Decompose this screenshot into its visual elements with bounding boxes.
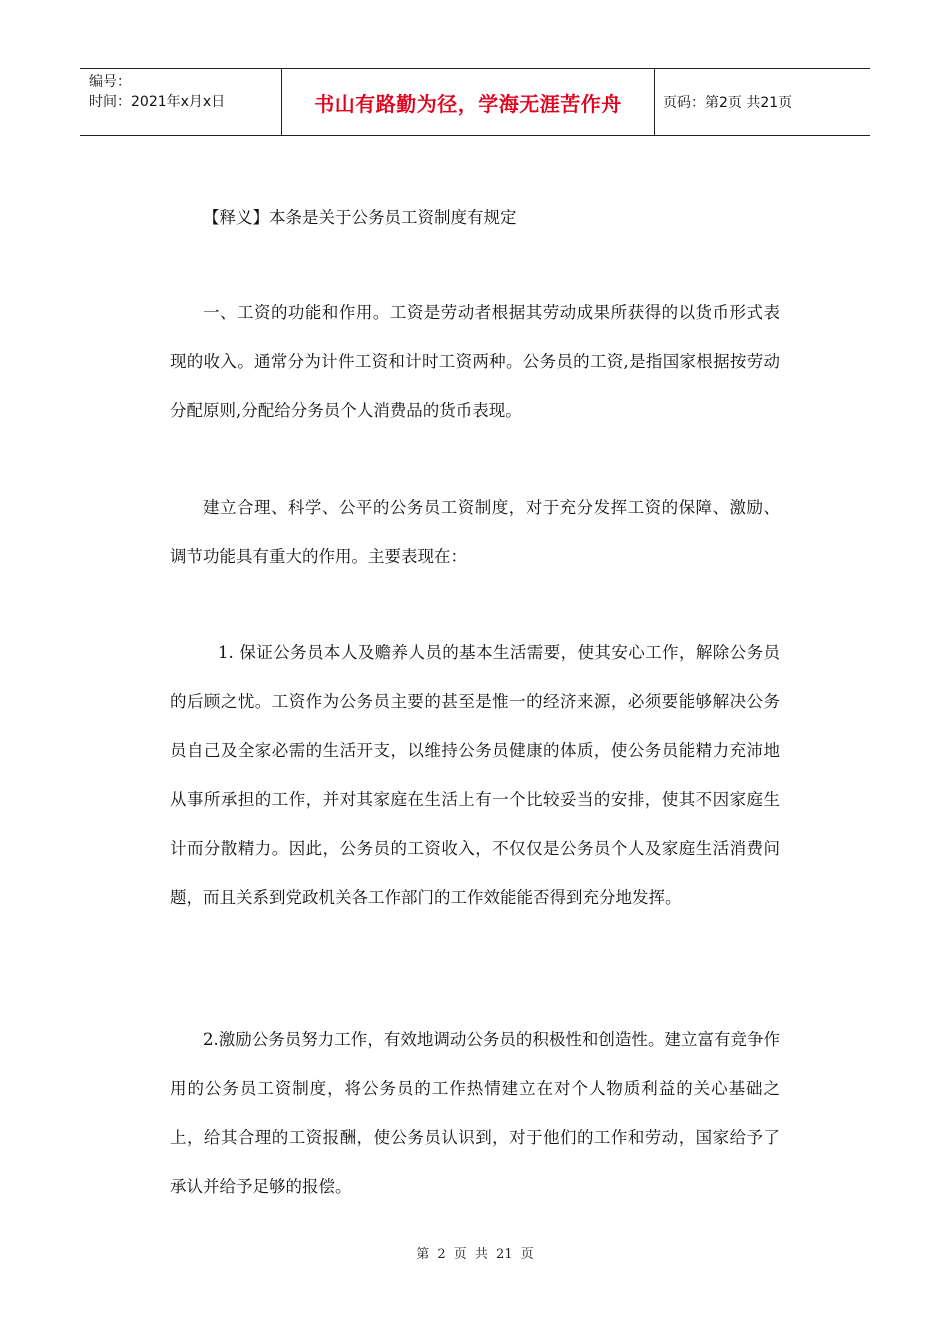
paragraph-wage-function: 一、工资的功能和作用。工资是劳动者根据其劳动成果所获得的以货币形式表现的收入。通常分为计件工资和计时工资两种。公务员的工资,是指国家根据按劳动分配原则,分配给分务员个人消费品的货币表现。 bbox=[170, 303, 780, 420]
paragraph-point-1: 1. 保证公务员本人及赡养人员的基本生活需要，使其安心工作，解除公务员的后顾之忧。工资作为公务员主要的甚至是惟一的经济来源，必须要能够解决公务员自己及全家必需的生活开支，以维持公务员健康的体质，使公务员能精力充沛地从事所承担的工作，并对其家庭在生活上有一个比较妥当的安排，使其不因家庭生计而分散精力。因此，公务员的工资收入，不仅仅是公务员个人及家庭生活消费问题，而且关系到党政机关各工作部门的工作效能能否得到充分地发挥。 bbox=[170, 643, 780, 907]
header-meta bbox=[80, 69, 281, 135]
time-label: 时间：2021年x月x日 bbox=[89, 94, 226, 110]
paragraph-point-2: 2.激励公务员努力工作，有效地调动公务员的积极性和创造性。建立富有竞争作用的公务员工资制度，将公务员的工作热情建立在对个人物质利益的关心基础之上，给其合理的工资报酬，使公务员认识到，对于他们的工作和劳动，国家给予了承认并给予足够的报偿。 bbox=[170, 1030, 780, 1196]
paragraph-definition: 【释义】本条是关于公务员工资制度有规定 bbox=[203, 208, 517, 227]
header-motto: 书山有路勤为径，学海无涯苦作舟 bbox=[281, 69, 655, 135]
number-label: 编号： bbox=[89, 74, 131, 90]
document-header bbox=[80, 68, 870, 136]
page-footer: 第 2 页 共 21 页 bbox=[416, 1247, 534, 1262]
paragraph-wage-system: 建立合理、科学、公平的公务员工资制度，对于充分发挥工资的保障、激励、调节功能具有重大的作用。主要表现在： bbox=[170, 498, 780, 566]
header-page-info: 页码：第2页 共21页 bbox=[663, 95, 793, 111]
